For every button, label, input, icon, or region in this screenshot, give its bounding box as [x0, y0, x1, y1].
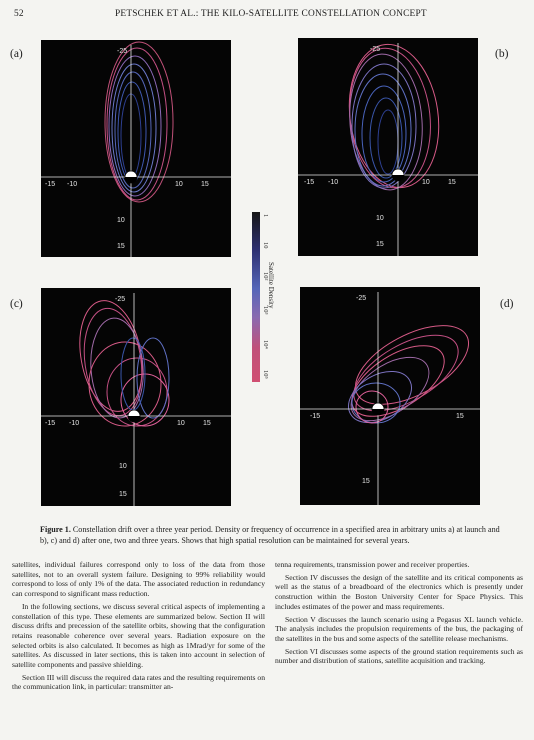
- caption-text: Constellation drift over a three year period. Density or frequency of occurrence in a specified area in arbitrary units a) at launch and b), c) and d) after one, two and three years. Shows that high spatial resolution can be maintained for several years.: [40, 525, 500, 545]
- axis-tick-a-l1: -15: [45, 181, 56, 188]
- panel-label-a: (a): [10, 48, 23, 60]
- axis-tick-b-l2: -10: [328, 179, 339, 186]
- colorbar-label-6: 10⁵: [262, 370, 269, 379]
- axis-tick-b-b1: 10: [376, 215, 384, 222]
- axis-tick-d-r1: 15: [456, 413, 464, 420]
- colorbar-label-2: 10: [262, 242, 269, 249]
- paragraph: satellites, individual failures correspond only to loss of the data from those satellites, not to an overall system failure. Designing to 99% reliability would correspond to loss of only 1% of the data. The associated reduction in redundancy can correspond to significant mass reduction.: [12, 560, 265, 599]
- axis-tick-c-r1: 10: [177, 420, 185, 427]
- running-head: PETSCHEK ET AL.: THE KILO-SATELLITE CONSTELLATION CONCEPT: [115, 9, 427, 19]
- colorbar-label-1: 1: [262, 214, 269, 218]
- axis-tick-c-l2: -10: [69, 420, 80, 427]
- axis-tick-c-r2: 15: [203, 420, 211, 427]
- axis-tick-d-top: -25: [356, 295, 367, 302]
- orbit-plot-c: [41, 288, 231, 506]
- axis-tick-d-l1: -15: [310, 413, 321, 420]
- axis-tick-a-l2: -10: [67, 181, 78, 188]
- axis-tick-c-l1: -15: [45, 420, 56, 427]
- orbit-plot-d: [300, 287, 480, 505]
- paragraph: Section VI discusses some aspects of the ground station requirements such as number and distribution of stations, satellite acquisition and tracking.: [275, 646, 523, 666]
- colorbar: [252, 212, 260, 382]
- colorbar-label-3: 10²: [262, 272, 269, 281]
- axis-tick-a-r2: 15: [201, 181, 209, 188]
- axis-tick-d-b1: 15: [362, 478, 370, 485]
- axis-tick-a-r1: 10: [175, 181, 183, 188]
- paragraph: tenna requirements, transmission power and receiver properties.: [275, 560, 470, 569]
- orbit-plot-a: [41, 40, 231, 257]
- axis-tick-c-b1: 10: [119, 463, 127, 470]
- axis-tick-b-b2: 15: [376, 241, 384, 248]
- panel-label-b: (b): [495, 48, 509, 60]
- caption-label: Figure 1.: [40, 525, 71, 534]
- axis-tick-a-b1: 10: [117, 217, 125, 224]
- axis-tick-a-top: -25: [117, 48, 128, 55]
- figure-caption: [40, 525, 500, 547]
- text-column-right: [275, 560, 523, 669]
- axis-tick-b-r2: 15: [448, 179, 456, 186]
- paragraph: Section IV discusses the design of the satellite and its critical components as well as the status of a breadboard of the electronics which is presently under construction within the Boston University Center for Space Physics. This includes estimates of the power and mass requirements.: [275, 572, 523, 611]
- paragraph: Section V discusses the launch scenario using a Pegasus XL launch vehicle. The analysis includes the propulsion requirements of the bus, the packaging of the satellites in the bus and some aspects of the satellite release mechanisms.: [275, 614, 523, 643]
- axis-tick-b-top: -25: [370, 46, 381, 53]
- axis-tick-a-b2: 15: [117, 243, 125, 250]
- paragraph: In the following sections, we discuss several critical aspects of implementing a constellation of this type. These elements are summarized below. Section II will discuss drifts and precession of the satellite orbits, showing that the configuration retains reasonable coherence over several years. Radiation exposure on the selected orbits is also calculated. It becomes as high as 1Mrad/yr for some of the satellites. As discussed in later sections, this is taken into account in selection of satellite components and passive shielding.: [12, 601, 265, 670]
- colorbar-label-4: 10³: [262, 306, 269, 315]
- axis-tick-b-l1: -15: [304, 179, 315, 186]
- axis-tick-c-top: -25: [115, 296, 126, 303]
- orbit-plot-b: [298, 38, 478, 256]
- panel-label-c: (c): [10, 298, 23, 310]
- text-column-left: [12, 560, 265, 695]
- colorbar-label-5: 10⁴: [262, 340, 269, 349]
- panel-label-d: (d): [500, 298, 514, 310]
- colorbar-title: Satellite Density: [267, 262, 275, 309]
- axis-tick-b-r1: 10: [422, 179, 430, 186]
- paragraph: Section III will discuss the required data rates and the resulting requirements on the communication link, in particular: transmitter an-: [12, 672, 265, 692]
- axis-tick-c-b2: 15: [119, 491, 127, 498]
- page-number: 52: [14, 9, 24, 19]
